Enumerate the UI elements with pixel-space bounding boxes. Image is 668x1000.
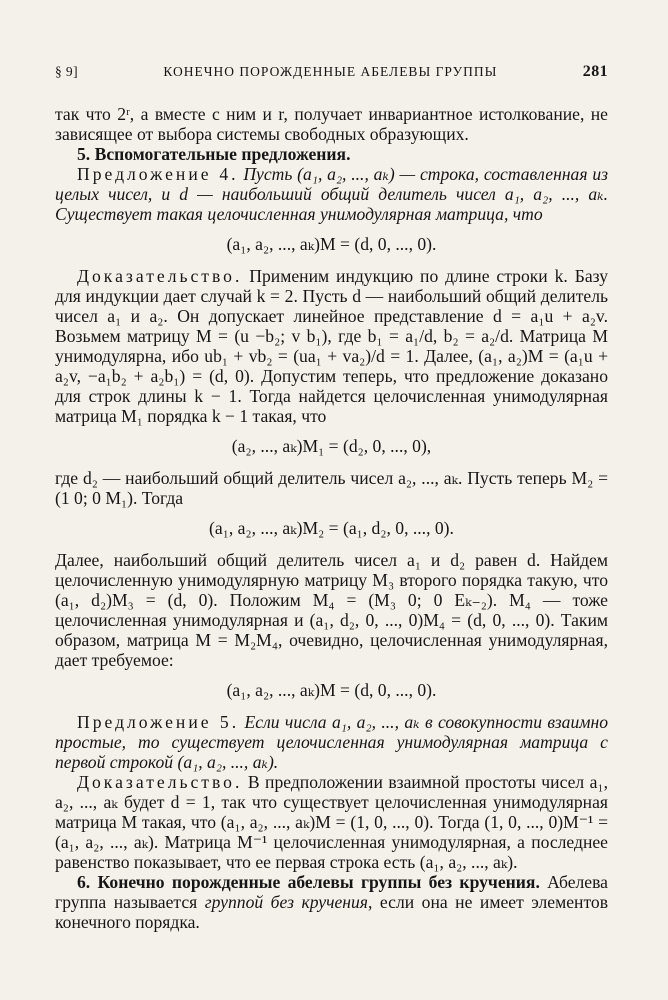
proof-1-label: Доказательство.	[77, 266, 243, 286]
formula-3: (a₁, a₂, ..., aₖ)M₂ = (a₁, d₂, 0, ..., 0).	[209, 518, 454, 538]
proof-1	[55, 266, 608, 426]
proof-2	[55, 772, 608, 872]
section-6-text-a: Абелева группа называется	[55, 872, 608, 912]
running-header	[55, 62, 608, 84]
formula-2: (a₂, ..., aₖ)M₁ = (d₂, 0, ..., 0),	[231, 436, 432, 456]
formula-4: (a₁, a₂, ..., aₖ)M = (d, 0, ..., 0).	[226, 680, 437, 700]
paragraph-after-formula-2: где d₂ — наибольший общий делитель чисел a₂, ..., aₖ. Пусть теперь M₂ = (1 0; 0 M₁). Тогда	[55, 468, 608, 508]
section-6	[55, 872, 608, 932]
page	[55, 62, 608, 932]
page-number: 281	[582, 63, 608, 80]
section-6-title: 6. Конечно порожденные абелевы группы без кручения.	[77, 872, 540, 892]
proof-2-label: Доказательство.	[77, 772, 243, 792]
section-5-title: 5. Вспомогательные предложения.	[77, 144, 351, 164]
formula-1: (a₁, a₂, ..., aₖ)M = (d, 0, ..., 0).	[226, 234, 437, 254]
proposition-5-label: Предложение 5.	[77, 712, 240, 732]
proof-1-text: Применим индукцию по длине строки k. Базу для индукции дает случай k = 2. Пусть d — наибольший общий делитель чисел a₁ и a₂. Он допускает линейное представление d = a₁u + a₂v. Возьмем матрицу M = (u −b₂; v b₁), где b₁ = a₁/d, b₂ = a₂/d. Матрица M унимодулярна, ибо ub₁ + vb₂ = (ua₁ + va₂)/d = 1. Далее, (a₁, a₂)M = (a₁u + a₂v, −a₁b₂ + a₂b₁) = (d, 0). Допустим теперь, что предложение доказано для строк длины k − 1. Тогда найдется целочисленная унимодулярная матрица M₁ порядка k − 1 такая, что	[55, 266, 609, 426]
paragraph-continuation: так что 2ʳ, а вместе с ним и r, получает инвариантное истолкование, не зависящее от выбора системы свободных образующих.	[55, 104, 608, 144]
running-title: КОНЕЧНО ПОРОЖДЕННЫЕ АБЕЛЕВЫ ГРУППЫ	[163, 64, 498, 79]
section-6-text-b: , если она не имеет элементов конечного порядка.	[55, 892, 609, 932]
section-marker: § 9]	[55, 64, 78, 79]
proposition-5-text: Если числа a₁, a₂, ..., aₖ в совокупности взаимно простые, то существует целочисленная унимодулярная матрица с первой строкой (a₁, a₂, ..., aₖ).	[55, 712, 608, 772]
proposition-4-label: Предложение 4.	[77, 164, 239, 184]
proposition-4	[55, 164, 608, 224]
proposition-5	[55, 712, 608, 772]
section-6-term: группой без кручения	[204, 892, 368, 912]
proposition-4-text: Пусть (a₁, a₂, ..., aₖ) — строка, составленная из целых чисел, и d — наибольший общий делитель чисел a₁, a₂, ..., aₖ. Существует такая целочисленная унимодулярная матрица, что	[55, 164, 608, 224]
paragraph-after-formula-3: Далее, наибольший общий делитель чисел a₁ и d₂ равен d. Найдем целочисленную унимодулярную матрицу M₃ второго порядка такую, что (a₁, d₂)M₃ = (d, 0). Положим M₄ = (M₃ 0; 0 Eₖ₋₂). M₄ — тоже целочисленная унимодулярная и (a₁, d₂, 0, ..., 0)M₄ = (d, 0, ..., 0). Таким образом, матрица M = M₂M₄, очевидно, целочисленная унимодулярная, дает требуемое:	[55, 550, 608, 670]
proof-2-text: В предположении взаимной простоты чисел a₁, a₂, ..., aₖ будет d = 1, так что существует целочисленная унимодулярная матрица M такая, что (a₁, a₂, ..., aₖ)M = (1, 0, ..., 0). Тогда (1, 0, ..., 0)M⁻¹ = (a₁, a₂, ..., aₖ). Матрица M⁻¹ целочисленная унимодулярная, а последнее равенство показывает, что ее первая строка есть (a₁, a₂, ..., aₖ).	[55, 772, 608, 872]
